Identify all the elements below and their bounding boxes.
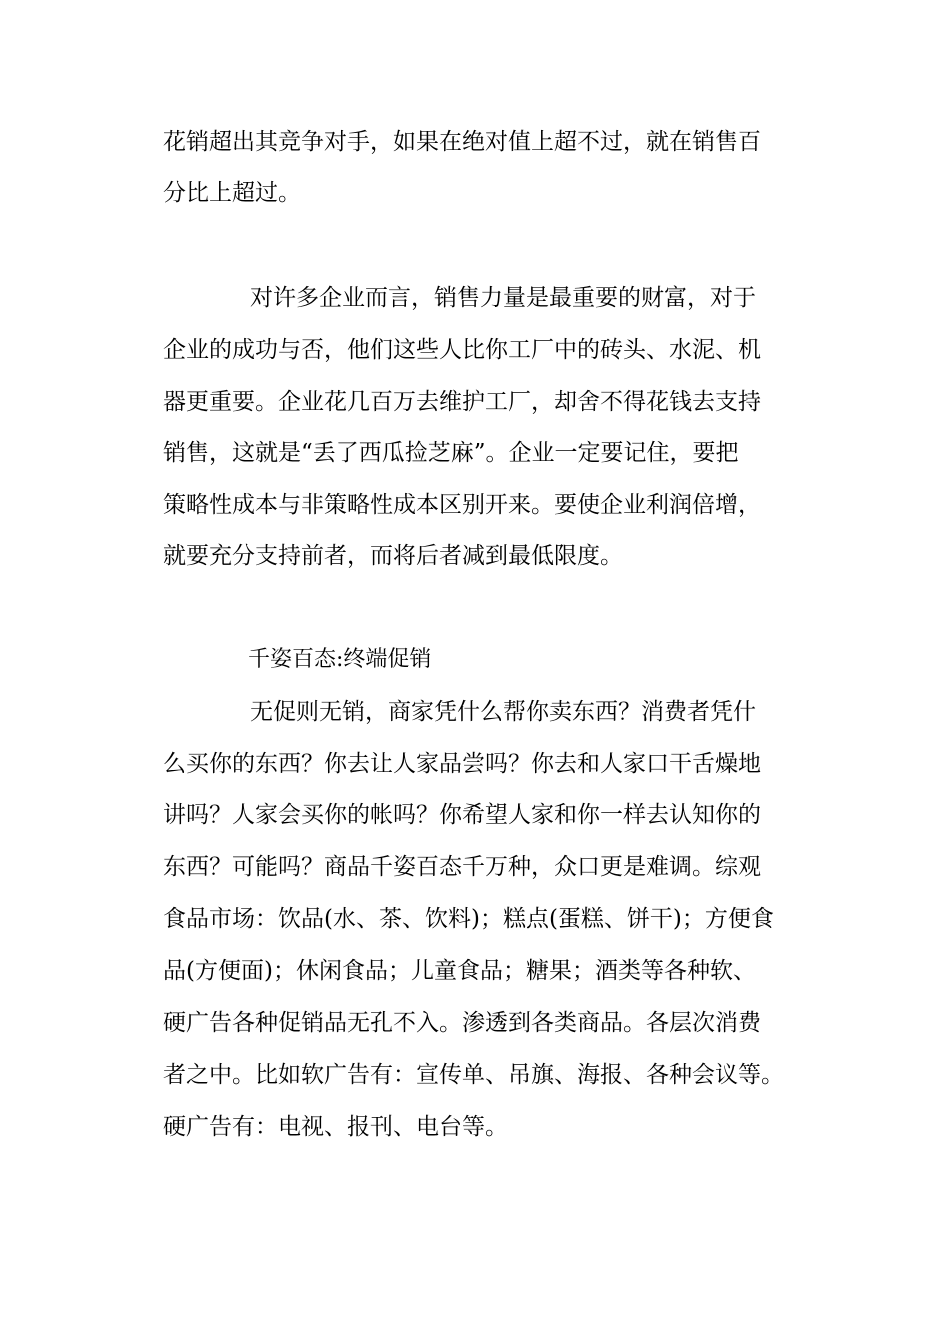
paragraph-1-line-2: 分比上超过。 <box>163 180 301 206</box>
paragraph-3-line-4: 东西？可能吗？商品千姿百态千万种，众口更是难调。综观 <box>163 854 761 880</box>
paragraph-3-line-5: 食品市场：饮品(水、茶、饮料)；糕点(蛋糕、饼干)；方便食 <box>163 906 774 932</box>
paragraph-2-line-4: 销售，这就是“丢了西瓜捡芝麻”。企业一定要记住，要把 <box>163 440 739 466</box>
paragraph-3-line-3: 讲吗？人家会买你的帐吗？你希望人家和你一样去认知你的 <box>163 802 761 828</box>
paragraph-3-line-1: 无促则无销，商家凭什么帮你卖东西？消费者凭什 <box>250 699 756 725</box>
paragraph-2-line-3: 器更重要。企业花几百万去维护工厂，却舍不得花钱去支持 <box>163 389 761 415</box>
paragraph-2-line-6: 就要充分支持前者，而将后者减到最低限度。 <box>163 543 623 569</box>
paragraph-3-line-6: 品(方便面)；休闲食品；儿童食品；糖果；酒类等各种软、 <box>163 958 756 984</box>
paragraph-1-line-1: 花销超出其竞争对手，如果在绝对值上超不过，就在销售百 <box>163 129 761 155</box>
paragraph-2-line-1: 对许多企业而言，销售力量是最重要的财富，对于 <box>250 285 756 311</box>
paragraph-2-line-2: 企业的成功与否，他们这些人比你工厂中的砖头、水泥、机 <box>163 337 761 363</box>
section-heading: 千姿百态:终端促销 <box>248 647 432 672</box>
paragraph-3-line-9: 硬广告有：电视、报刊、电台等。 <box>163 1114 508 1140</box>
paragraph-3-line-2: 么买你的东西？你去让人家品尝吗？你去和人家口干舌燥地 <box>163 751 761 777</box>
paragraph-3-line-8: 者之中。比如软广告有：宣传单、吊旗、海报、各种会议等。 <box>163 1062 784 1088</box>
paragraph-2-line-5: 策略性成本与非策略性成本区别开来。要使企业利润倍增， <box>163 492 761 518</box>
paragraph-3-line-7: 硬广告各种促销品无孔不入。渗透到各类商品。各层次消费 <box>163 1010 761 1036</box>
